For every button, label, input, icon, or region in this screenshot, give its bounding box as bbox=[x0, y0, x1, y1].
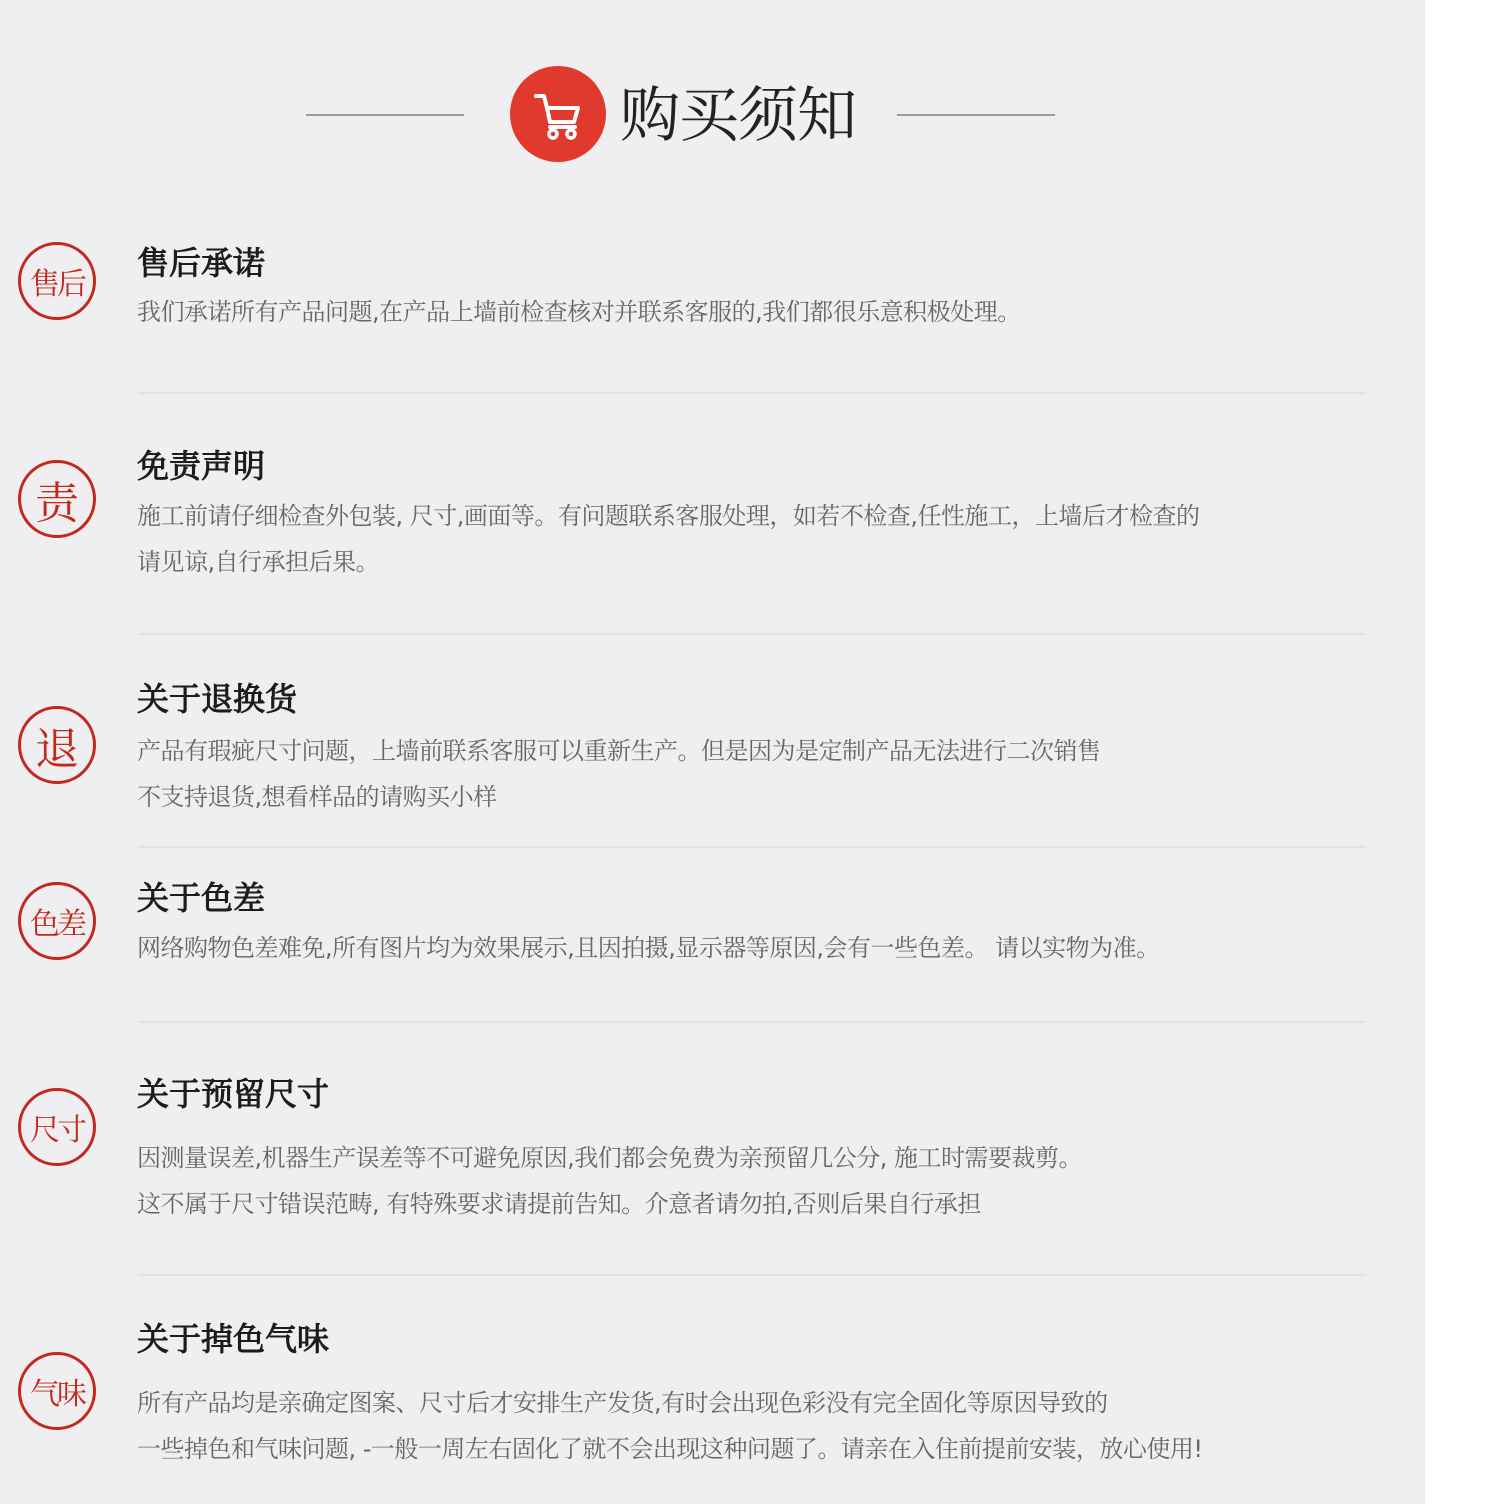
text-line: 所有产品均是亲确定图案、尺寸后才安排生产发货,有时会出现色彩没有完全固化等原因导致的 bbox=[137, 1389, 1108, 1417]
text-line: 因测量误差,机器生产误差等不可避免原因,我们都会免费为亲预留几公分, 施工时需要裁剪。 bbox=[137, 1144, 1083, 1172]
text-line: 一些掉色和气味问题, -一般一周左右固化了就不会出现这种问题了。请亲在入住前提前安装，放心使用! bbox=[137, 1435, 1203, 1463]
color-difference-badge: 色差 bbox=[18, 882, 96, 960]
section-title-size-reserve: 关于预留尺寸 bbox=[137, 1075, 330, 1113]
section-title-after-sales: 售后承诺 bbox=[137, 244, 266, 282]
header-divider-left bbox=[306, 114, 464, 116]
text-line: 请见谅,自行承担后果。 bbox=[137, 548, 380, 576]
text-line: 产品有瑕疵尺寸问题，上墙前联系客服可以重新生产。但是因为是定制产品无法进行二次销售 bbox=[137, 737, 1101, 765]
text-line: 我们承诺所有产品问题,在产品上墙前检查核对并联系客服的,我们都很乐意积极处理。 bbox=[137, 298, 1021, 326]
section-title-fading-odor: 关于掉色气味 bbox=[137, 1320, 330, 1358]
section-text-disclaimer bbox=[137, 493, 1200, 585]
text-line: 这不属于尺寸错误范畴, 有特殊要求请提前告知。介意者请勿拍,否则后果自行承担 bbox=[137, 1190, 981, 1218]
after-sales-badge: 售后 bbox=[18, 242, 96, 320]
cart-badge bbox=[510, 66, 606, 162]
returns-badge: 退 bbox=[18, 706, 96, 784]
fading-odor-badge: 气味 bbox=[18, 1352, 96, 1430]
shopping-cart-icon bbox=[528, 84, 588, 144]
text-line: 网络购物色差难免,所有图片均为效果展示,且因拍摄,显示器等原因,会有一些色差。 请以实物为准。 bbox=[137, 934, 1160, 962]
size-reserve-badge: 尺寸 bbox=[18, 1088, 96, 1166]
section-title-disclaimer: 免责声明 bbox=[137, 447, 266, 485]
text-line: 不支持退货,想看样品的请购买小样 bbox=[137, 783, 497, 811]
section-text-after-sales bbox=[137, 289, 1021, 335]
section-title-color-difference: 关于色差 bbox=[137, 879, 266, 917]
page-title: 购买须知 bbox=[620, 81, 856, 151]
section-divider bbox=[138, 846, 1366, 848]
section-divider bbox=[138, 1021, 1366, 1023]
section-text-returns bbox=[137, 728, 1101, 820]
header-divider-right bbox=[897, 114, 1055, 116]
text-line: 施工前请仔细检查外包装, 尺寸,画面等。有问题联系客服处理，如若不检查,任性施工，上墙后才检查的 bbox=[137, 502, 1200, 530]
section-text-color-difference bbox=[137, 925, 1160, 971]
section-text-size-reserve bbox=[137, 1135, 1082, 1227]
section-divider bbox=[138, 1274, 1366, 1276]
section-text-fading-odor bbox=[137, 1380, 1203, 1472]
section-divider bbox=[138, 392, 1366, 394]
section-title-returns: 关于退换货 bbox=[137, 680, 298, 718]
section-divider bbox=[138, 633, 1366, 635]
disclaimer-badge: 责 bbox=[18, 460, 96, 538]
